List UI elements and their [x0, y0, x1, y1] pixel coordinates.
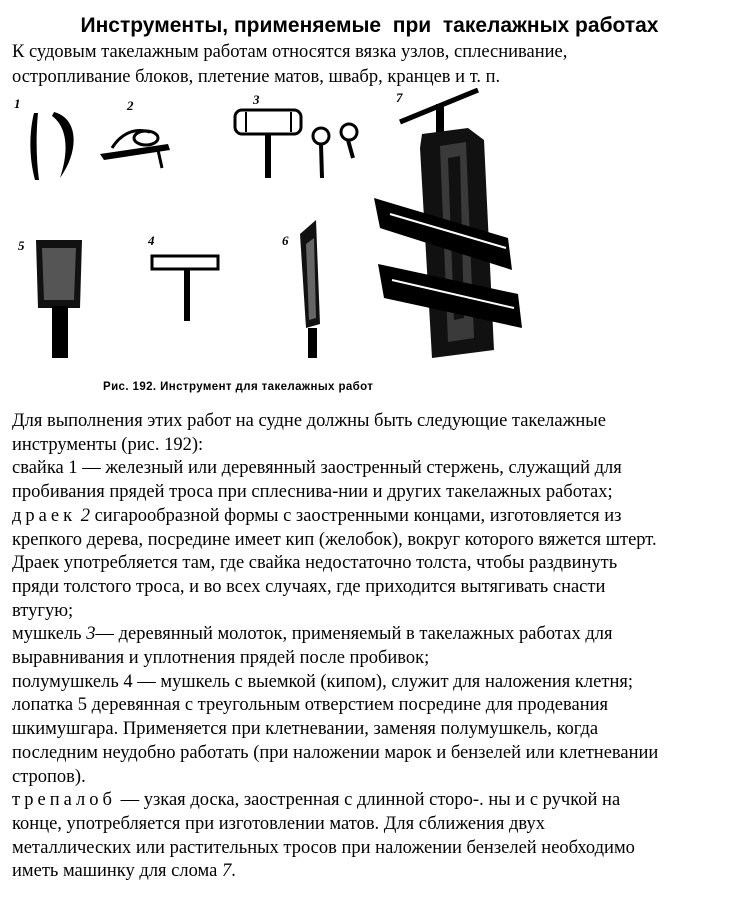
body-text [12, 410, 739, 884]
body-line-rest: — узкая доска, заостренная с длинной сторо-. ны и с ручкой на [115, 790, 621, 811]
body-line [12, 623, 739, 647]
figure-ref: 7 [221, 861, 232, 882]
body-line: крепкого дерева, посредине имеет кип (желобок), вокруг которого вяжется штерт. [12, 529, 657, 550]
marlinspike-drawing [30, 112, 73, 180]
body-line-rest: . [231, 861, 236, 882]
figure-label-1: 1 [14, 96, 21, 111]
intro-line: остропливание блоков, плетение матов, швабр, кранцев и т. п. [12, 67, 501, 87]
figure-label-6: 6 [282, 233, 289, 248]
body-line: металлических или растительных тросов при наложении бензелей необходимо [12, 837, 635, 858]
body-line: последним неудобно работать (при наложении марок и бензелей или клетневании [12, 742, 659, 763]
tools-illustration [8, 88, 608, 388]
body-line-start: иметь машинку для слома [12, 861, 222, 882]
body-line: выравнивания и уплотнения прядей после пробивок; [12, 648, 430, 669]
figure-label-2: 2 [127, 98, 134, 113]
mat-paddle-drawing [300, 220, 320, 358]
body-line: стропов). [12, 766, 86, 787]
intro-paragraph [12, 40, 737, 90]
body-line-start: мушкель [12, 624, 87, 645]
half-mallet-drawing [152, 256, 218, 321]
body-line: лопатка 5 деревянная с треугольным отверстием посредине для продевания [12, 695, 609, 716]
body-line-rest: — деревянный молоток, применяемый в такелажных работах для [95, 624, 613, 645]
page-title: Инструменты, применяемые при такелажных работах [80, 14, 659, 37]
term-draek: драек [12, 505, 77, 526]
figure-label-7: 7 [396, 90, 403, 105]
body-line-rest: сигарообразной формы с заостренными концами, изготовляется из [89, 505, 622, 526]
fid-drawing [100, 131, 170, 168]
figure-label-4: 4 [148, 233, 155, 248]
racking-machine-drawing [374, 90, 522, 358]
figure-ref: 3 [86, 624, 96, 645]
figure-caption: Рис. 192. Инструмент для такелажных работ [103, 381, 374, 393]
body-line [12, 860, 739, 884]
body-line: шкимушгара. Применяется при клетневании, заменяя полумушкель, когда [12, 719, 599, 740]
body-line: инструменты (рис. 192): [12, 434, 204, 455]
body-line: втугую; [12, 600, 74, 621]
body-line [12, 505, 739, 529]
body-line: пряди толстого троса, и во всех случаях, где приходится вытягивать снасти [12, 576, 606, 597]
serving-board-drawing [36, 240, 82, 358]
figure-label-5: 5 [18, 238, 25, 253]
figure-label-3: 3 [253, 92, 260, 107]
term-trepalob: трепалоб [12, 790, 116, 811]
body-line: конце, употребляется при изготовлении матов. Для сближения двух [12, 813, 546, 834]
body-line: свайка 1 — железный или деревянный заостренный стержень, служащий для [12, 458, 622, 479]
body-line: Для выполнения этих работ на судне должны быть следующие такелажные [12, 411, 606, 431]
body-line: Драек употребляется там, где свайка недостаточно толста, чтобы раздвинуть [12, 553, 618, 574]
figure-ref: 2 [76, 505, 90, 526]
body-line: пробивания прядей троса при сплеснива-нии и других такелажных работах; [12, 482, 613, 503]
mallet-drawing [235, 110, 357, 178]
body-line [12, 789, 739, 813]
intro-line: К судовым такелажным работам относятся вязка узлов, сплеснивание, [12, 42, 568, 62]
body-line: полумушкель 4 — мушкель с выемкой (кипом), служит для наложения клетня; [12, 671, 633, 692]
tools-figure [8, 88, 608, 388]
